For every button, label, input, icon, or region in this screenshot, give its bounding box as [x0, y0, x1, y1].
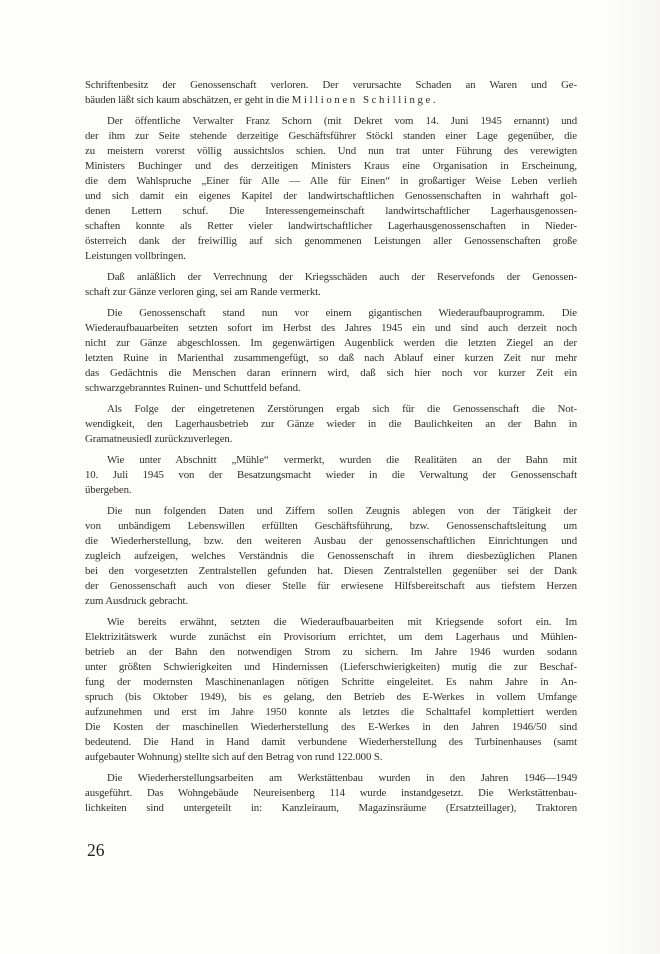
text-line: wendigkeit, den Lagerhausbetrieb zur Gänze wieder in die Baulichkeiten an der Bahn in	[85, 418, 577, 430]
text-line: Schriftenbesitz der Genossenschaft verloren. Der verursachte Schaden an Waren und Ge-	[85, 79, 577, 91]
text-line: schaften konnte als Retter vieler landwirtschaftlicher Lagerhausgenossenschaften in Nieder-	[85, 220, 577, 232]
text-line: Die nun folgenden Daten und Ziffern sollen Zeugnis ablegen von der Tätigkeit der	[107, 505, 577, 517]
text-line: zugleich aufzeigen, welches Verständnis die Genossenschaft in ihrem diesbezüglichen Planen	[85, 550, 577, 562]
letterspaced-emphasis: Millionen Schillinge	[291, 94, 433, 106]
text-line: zum Ausdruck gebracht.	[85, 595, 189, 607]
paragraph	[85, 453, 577, 498]
text-line: die Wiederherstellung, bzw. den weiteren Ausbau der genossenschaftlichen Einrichtungen und	[85, 535, 577, 547]
text-line: von unbändigem Lebenswillen erfüllten Geschäftsführung, bzw. Genossenschaftsleitung um	[85, 520, 577, 532]
text-line: denen Lettern schuf. Die Interessengemeinschaft landwirtschaftlicher Lagerhausgenossen-	[85, 205, 577, 217]
paragraph	[85, 402, 577, 447]
page-number: 26	[87, 840, 105, 860]
text-line: Daß anläßlich der Verrechnung der Kriegsschäden auch der Reservefonds der Genossen-	[107, 271, 577, 283]
text-line: nicht zur Gänze abgeschlossen. Im gegenwärtigen Augenblick werden die letzten Ziegel an der	[85, 337, 577, 349]
text-line: aufgebauter Wohnung) stellte sich auf den Betrag von rund 122.000 S.	[85, 751, 383, 763]
paragraph	[85, 771, 577, 816]
text-line: ausgeführt. Das Wohngebäude Neureisenberg 114 wurde instandgesetzt. Die Werkstättenbau-	[85, 787, 577, 799]
text-line: spruch (bis Oktober 1949), bis es gelang, den Betrieb des E-Werkes in vollem Umfange	[85, 691, 577, 703]
text-line: Der öffentliche Verwalter Franz Schorn (mit Dekret vom 14. Juni 1945 ernannt) und	[107, 115, 577, 127]
text-line: schwarzgebranntes Ruinen- und Schuttfeld befand.	[85, 382, 301, 394]
text-line: unter größten Schwierigkeiten und Hindernissen (Lieferschwierigkeiten) mutig die zur Beschaf-	[85, 661, 577, 673]
text-line: Wiederaufbauarbeiten setzten sofort im Herbst des Jahres 1945 ein und sind auch derzeit noch	[85, 322, 577, 334]
text-line: lichkeiten sind untergeteilt in: Kanzleiraum, Magazinsräume (Ersatzteillager), Traktoren	[85, 802, 577, 814]
paragraph	[85, 78, 577, 108]
text-segment: bäuden läßt sich kaum abschätzen, er geht in die	[85, 94, 292, 106]
text-line: zu meistern vorerst völlig aussichtslos schien. Und nun trat unter Führung des verewigten	[85, 145, 577, 157]
text-segment: .	[432, 94, 436, 106]
text-line	[85, 93, 577, 108]
text-line: Elektrizitätswerk wurde zunächst ein Provisorium errichtet, um dem Lagerhaus und Mühlen-	[85, 631, 577, 643]
text-line: der ihm zur Seite stehende derzeitige Geschäftsführer Stöckl standen einer Lage gegenüber, die	[85, 130, 577, 142]
text-line: Als Folge der eingetretenen Zerstörungen ergab sich für die Genossenschaft die Not-	[107, 403, 577, 415]
text-line: Gramatneusiedl zurückzuverlegen.	[85, 433, 233, 445]
text-line: Wie unter Abschnitt „Mühle“ vermerkt, wurden die Realitäten an der Bahn mit	[107, 454, 577, 466]
text-line: fung der modernsten Maschinenanlagen nötigen Schritte eingeleitet. Es nahm Jahre in An-	[85, 676, 577, 688]
text-line: das Gedächtnis die Menschen daran erinnern wird, daß sich hier noch vor kurzer Zeit ein	[85, 367, 577, 379]
text-line: und sich damit ein eigenes Kapitel der landwirtschaftlichen Genossenschaften in wahrhaft gol-	[85, 190, 577, 202]
paragraph	[85, 114, 577, 264]
text-line: Die Wiederherstellungsarbeiten am Werkstättenbau wurden in den Jahren 1946—1949	[107, 772, 577, 784]
text-line: österreich dank der freiwillig auf sich genommenen Leistungen aller Genossenschaften große	[85, 235, 577, 247]
paragraph	[85, 504, 577, 609]
text-line: bedeutend. Die Hand in Hand damit verbundene Wiederherstellung des Turbinenhauses (samt	[85, 736, 577, 748]
text-line: betrieb an der Bahn den notwendigen Strom zu sichern. Im Jahre 1946 wurden sodann	[85, 646, 577, 658]
text-line: bei den vorgesetzten Zentralstellen gefunden hat. Diesen Zentralstellen gegenüber sei der Dank	[85, 565, 577, 577]
paragraph	[85, 615, 577, 765]
text-line: übergeben.	[85, 484, 132, 496]
paragraph	[85, 306, 577, 396]
text-line: der Genossenschaft auch von dieser Stelle für erwiesene Hilfsbereitschaft aus tiefstem Herzen	[85, 580, 577, 592]
text-block	[85, 78, 577, 822]
text-line: Ministers Buchinger und des derzeitigen Ministers Kraus eine Organisation in Erscheinung,	[85, 160, 577, 172]
text-line: schaft zur Gänze verloren ging, sei am Rande vermerkt.	[85, 286, 321, 298]
text-line: die dem Wahlspruche „Einer für Alle — Alle für Einen“ in großartiger Weise Leben verlieh	[85, 175, 577, 187]
text-line: Die Genossenschaft stand nun vor einem gigantischen Wiederaufbauprogramm. Die	[107, 307, 577, 319]
text-line: Wie bereits erwähnt, setzten die Wiederaufbauarbeiten mit Kriegsende sofort ein. Im	[107, 616, 577, 628]
text-line: aufzunehmen und erst im Jahre 1950 konnte als letztes die Schalttafel komplettiert werden	[85, 706, 577, 718]
text-line: Leistungen vollbringen.	[85, 250, 186, 262]
paragraph	[85, 270, 577, 300]
text-line: Die Kosten der maschinellen Wiederherstellung des E-Werkes in den Jahren 1946/50 sind	[85, 721, 577, 733]
text-line: 10. Juli 1945 von der Besatzungsmacht wieder in die Verwaltung der Genossenschaft	[85, 469, 577, 481]
text-line: letzten Ruine in Marienthal zusammengefügt, so daß nach Ablauf einer kurzen Zeit nur mehr	[85, 352, 577, 364]
